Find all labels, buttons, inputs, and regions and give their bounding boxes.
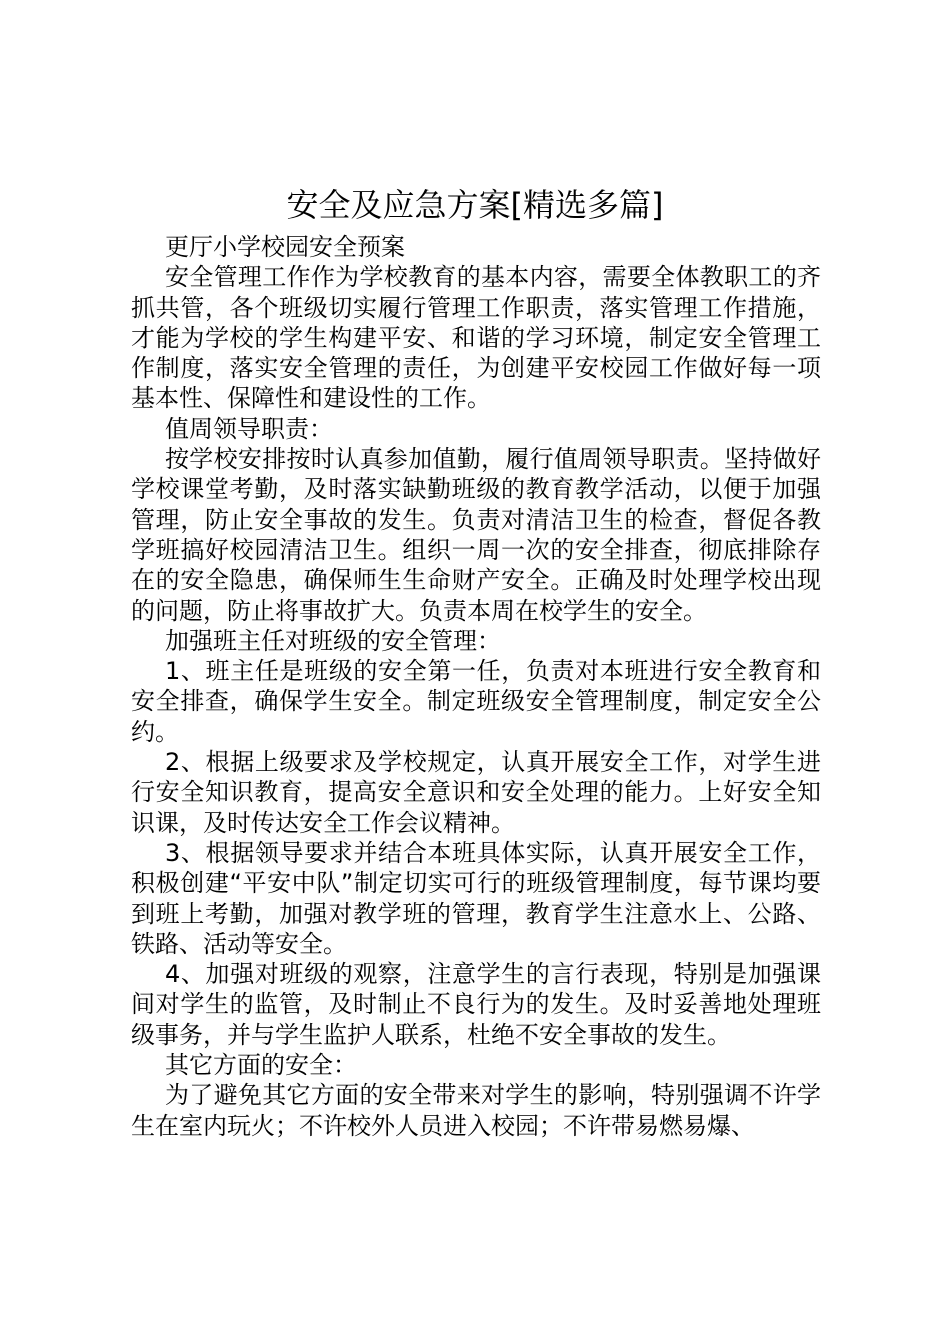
heading-class-teacher: 加强班主任对班级的安全管理：: [165, 626, 501, 655]
paragraph-item-1: 1、班主任是班级的安全第一任，负责对本班进行安全教育和安全排查，确保学生安全。制定班级安全管理制度，制定安全公约。: [131, 657, 821, 746]
paragraph-intro: 安全管理工作作为学校教育的基本内容，需要全体教职工的齐抓共管，各个班级切实履行管理工作职责，落实管理工作措施，才能为学校的学生构建平安、和谐的学习环境，制定安全管理工作制度，落实安全管理的责任，为创建平安校园工作做好每一项基本性、保障性和建设性的工作。: [131, 263, 821, 413]
heading-duty-leader: 值周领导职责：: [165, 414, 333, 443]
paragraph-other-safety: 为了避免其它方面的安全带来对学生的影响，特别强调不许学生在室内玩火；不许校外人员进入校园；不许带易燃易爆、: [131, 1081, 821, 1140]
heading-other-safety: 其它方面的安全：: [165, 1051, 357, 1080]
paragraph-item-2: 2、根据上级要求及学校规定，认真开展安全工作，对学生进行安全知识教育，提高安全意识和安全处理的能力。上好安全知识课，及时传达安全工作会议精神。: [131, 748, 821, 837]
paragraph-item-4: 4、加强对班级的观察，注意学生的言行表现，特别是加强课间对学生的监管，及时制止不良行为的发生。及时妥善地处理班级事务，并与学生监护人联系，杜绝不安全事故的发生。: [131, 960, 821, 1049]
paragraph-duty-leader: 按学校安排按时认真参加值勤，履行值周领导职责。坚持做好学校课堂考勤，及时落实缺勤班级的教育教学活动，以便于加强管理，防止安全事故的发生。负责对清洁卫生的检查，督促各教学班搞好校园清洁卫生。组织一周一次的安全排查，彻底排除存在的安全隐患，确保师生生命财产安全。正确及时处理学校出现的问题，防止将事故扩大。负责本周在校学生的安全。: [131, 445, 821, 625]
document-title: 安全及应急方案[精选多篇]: [286, 186, 664, 224]
paragraph-item-3: 3、根据领导要求并结合本班具体实际，认真开展安全工作，积极创建“平安中队”制定切实可行的班级管理制度，每节课均要到班上考勤，加强对教学班的管理，教育学生注意水上、公路、铁路、活动等安全。: [131, 838, 821, 958]
paragraph-school-name: 更厅小学校园安全预案: [165, 233, 405, 261]
document-body: [131, 232, 821, 1141]
